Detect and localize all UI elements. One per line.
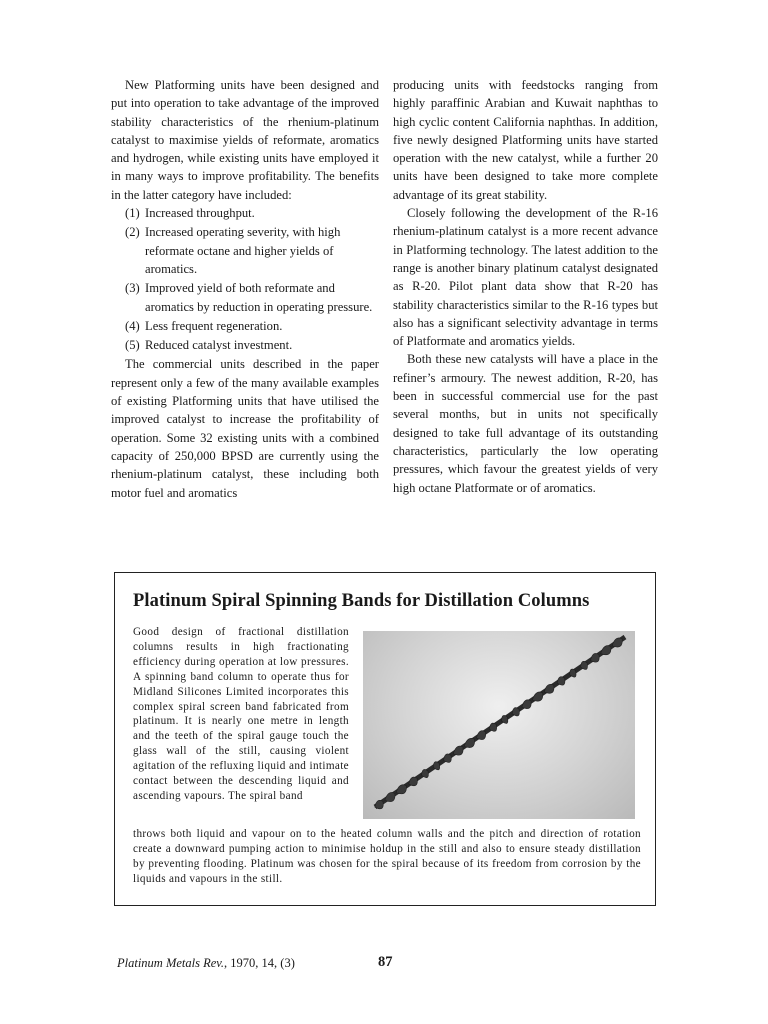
spiral-tooth <box>512 708 519 716</box>
list-item <box>111 336 379 354</box>
box-title: Platinum Spiral Spinning Bands for Distillation Columns <box>133 591 590 611</box>
list-item-number: (1) <box>125 206 140 221</box>
sidebar-article-box <box>114 572 656 906</box>
list-item <box>111 223 379 278</box>
box-text-beside-photo: Good design of fractional distillation columns results in high fractionating efficiency during operation at low pressures. A spinning band column to operate thus for Midland Silicones Limited incorporates this complex spiral screen band fabricated from platinum. It is nearly one metre in length and the teeth of the spiral gauge touch the glass wall of the still, causing violent agitation of the refluxing liquid and intimate contact between the descending liquid and ascending vapours. The spiral band <box>133 626 349 802</box>
left-paragraph-2: The commercial units described in the paper represent only a few of the many available examples of existing Platforming units that have utilised the improved catalyst to increase the profitability of operation. Some 32 existing units with a combined capacity of 250,000 BPSD are currently using the rhenium-platinum catalyst, these including both motor fuel and aromatics <box>111 357 379 500</box>
spiral-tooth <box>591 653 600 662</box>
spiral-tooth <box>489 723 496 731</box>
spiral-tooth <box>522 700 531 709</box>
list-item <box>111 317 379 335</box>
list-item-number: (3) <box>125 281 140 296</box>
list-item-text: Improved yield of both reformate and aromatics by reduction in operating pressure. <box>145 281 373 314</box>
spiral-tooth <box>544 684 554 693</box>
journal-citation <box>117 956 295 971</box>
spiral-tooth <box>601 646 611 655</box>
spiral-tooth <box>444 754 452 762</box>
list-item-text: Increased throughput. <box>145 206 255 221</box>
right-paragraph-3: Both these new catalysts will have a place in the refiner’s armoury. The newest addition, R-20, has been in successful commercial use for the past several months, but in units not specifically designed to take full advantage of its outstanding characteristics, particularly the low operating pressures, which favour the greatest yields of very high octane Platformate or of aromatics. <box>393 352 658 495</box>
journal-name: Platinum Metals Rev. <box>117 956 225 970</box>
left-column <box>111 76 379 502</box>
right-paragraph-2: Closely following the development of the R-16 rhenium-platinum catalyst is a more recent advance in Platforming technology. The latest addition to the range is another binary platinum catalyst designated as R-20. Pilot plant data show that R-20 has stability characteristics similar to the R-16 types but also has a significant selectivity advantage in terms of Platformate and aromatics yields. <box>393 206 658 349</box>
spiral-tooth <box>612 638 622 647</box>
list-item-text: Increased operating severity, with high reformate octane and higher yields of aromatics. <box>145 225 341 276</box>
list-item <box>111 204 379 222</box>
list-item-text: Reduced catalyst investment. <box>145 338 293 353</box>
benefits-list <box>111 204 379 354</box>
spiral-tooth <box>409 777 418 786</box>
list-item-number: (5) <box>125 338 140 353</box>
list-item-text: Less frequent regeneration. <box>145 318 283 333</box>
list-item-number: (4) <box>125 318 140 333</box>
spiral-tooth <box>396 785 406 794</box>
spiral-tooth <box>453 746 463 755</box>
list-item <box>111 279 379 316</box>
spiral-tooth <box>385 792 395 801</box>
journal-volume-issue: , 1970, 14, (3) <box>224 956 295 970</box>
spiral-tooth <box>375 800 383 809</box>
spiral-tooth <box>476 731 485 740</box>
spiral-band-illustration <box>363 631 635 819</box>
spiral-tooth <box>464 738 474 747</box>
spiral-tooth <box>557 677 565 685</box>
spiral-tooth <box>532 692 542 701</box>
left-paragraph-1: New Platforming units have been designed and put into operation to take advantage of the improved stability characteristics of the rhenium-platinum catalyst to maximise yields of reformate, aromatics and hydrogen, while existing units have employed it in many ways to improve profitability. The benefits in the latter category have included: <box>111 78 379 202</box>
box-text-below-photo: throws both liquid and vapour on to the heated column walls and the pitch and direction of rotation create a downward pumping action to minimise holdup in the still and also to ensure steady distillation by preventing flooding. Platinum was chosen for the spiral because of its freedom from corrosion by the liquids and vapours in the still. <box>133 828 641 885</box>
page-number: 87 <box>378 954 393 970</box>
right-column <box>393 76 658 497</box>
spiral-band-photo <box>363 631 635 819</box>
right-paragraph-1: producing units with feedstocks ranging from highly paraffinic Arabian and Kuwait naphthas to high cyclic content California naphthas. In addition, five newly designed Platforming units have started operation with the new catalyst, while a further 20 units have been designed to take more complete advantage of its great stability. <box>393 78 658 202</box>
list-item-number: (2) <box>125 225 140 240</box>
